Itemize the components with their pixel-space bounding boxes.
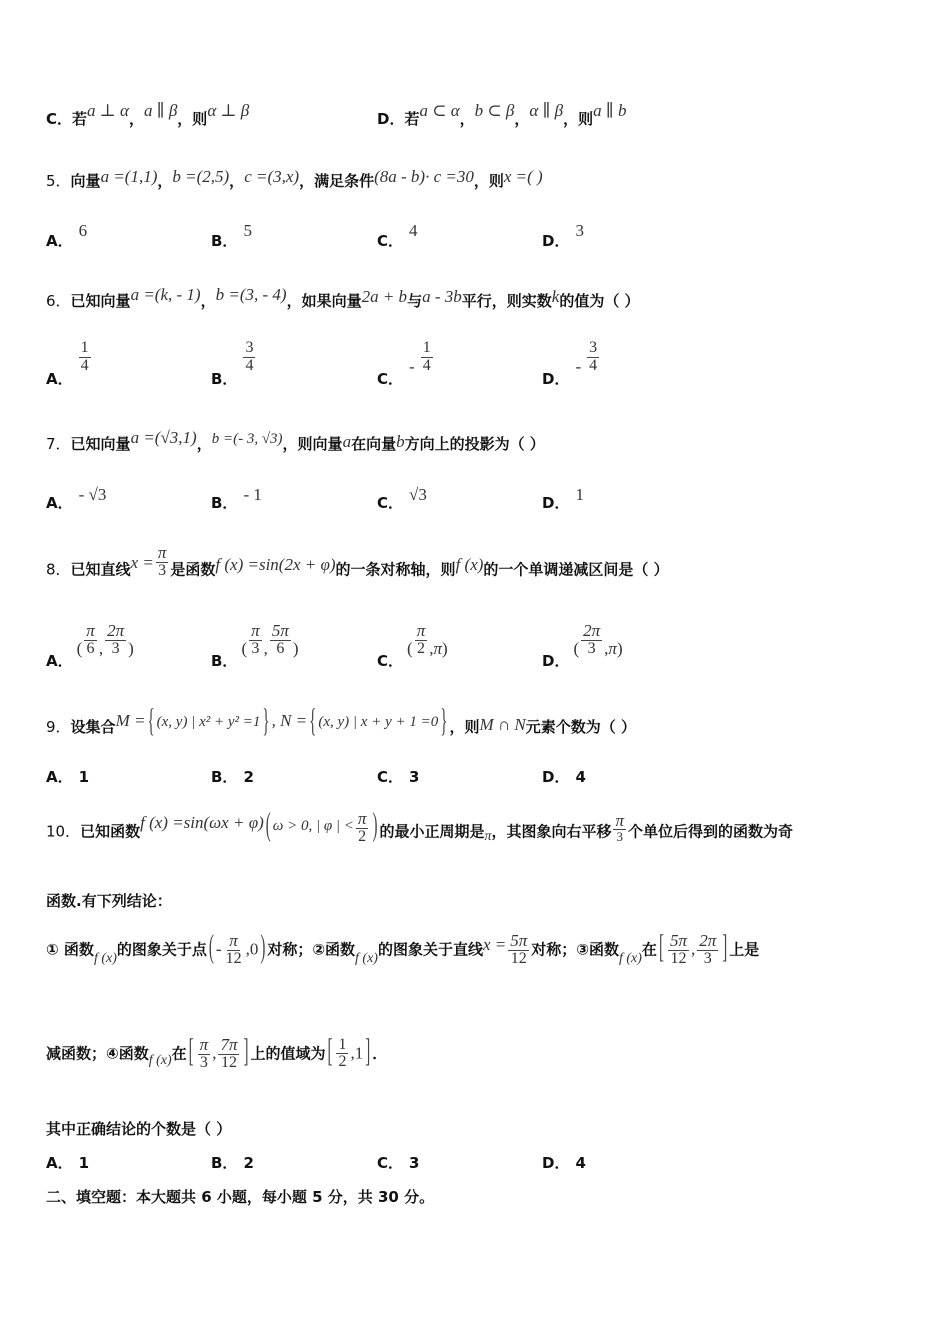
- close-paren: ): [442, 639, 448, 659]
- option-label: A．: [46, 232, 73, 250]
- frac-den: 12: [670, 949, 687, 967]
- frac-den: 3: [616, 829, 623, 845]
- frac-num: π: [229, 931, 238, 950]
- option-value: √3: [409, 485, 427, 504]
- fraction: [356, 810, 369, 846]
- frac-num: 1: [338, 1035, 347, 1053]
- question-number: 5．: [46, 172, 71, 190]
- stem-text: 已知直线: [70, 560, 131, 579]
- frac-den: 3: [587, 639, 596, 657]
- frac-den: 3: [158, 561, 167, 579]
- right-paren: ): [260, 931, 266, 967]
- option-value: - 1: [243, 485, 262, 504]
- fraction: [415, 622, 428, 658]
- left-brace: {: [309, 704, 317, 740]
- option-c: [377, 339, 435, 388]
- option-sign: -: [575, 356, 582, 376]
- option-value: 5: [243, 221, 252, 240]
- frac-den: 2: [358, 827, 367, 845]
- frac-den: 4: [422, 356, 431, 374]
- math-expr: f (x) =sin(2x + φ): [215, 555, 336, 575]
- option-label: C．: [377, 494, 404, 512]
- frac-den: 4: [589, 356, 598, 374]
- option-value: 4: [409, 221, 418, 240]
- frac-num: 3: [245, 339, 254, 356]
- frac-num: 5π: [271, 621, 289, 640]
- fraction: [508, 932, 529, 968]
- open-paren: (: [573, 639, 580, 659]
- option-label: C．: [377, 768, 404, 786]
- fraction: [270, 622, 291, 658]
- frac-den: 12: [225, 949, 242, 967]
- option-b: [211, 1152, 254, 1173]
- open-paren: (: [407, 639, 413, 659]
- math-expr: b: [396, 432, 405, 451]
- statement-text: ① 函数: [46, 940, 94, 959]
- option-label: D．: [542, 768, 570, 786]
- frac-den: 6: [276, 639, 285, 657]
- math-expr: , N =: [271, 711, 308, 730]
- math-expr: M ∩ N: [479, 715, 526, 734]
- fraction: [697, 932, 718, 968]
- stem-text: 元素个数为（ ）: [525, 718, 636, 736]
- statement-text: ．: [372, 1044, 388, 1063]
- math-expr: x =: [130, 553, 154, 573]
- option-label: A．: [46, 652, 73, 671]
- option-b: [211, 766, 254, 787]
- math-expr: f (x): [618, 951, 642, 967]
- math-expr: -: [215, 939, 222, 959]
- option-label: D．: [542, 1154, 570, 1172]
- math-expr: · c =30: [425, 167, 474, 186]
- statement-text: 上是: [729, 940, 760, 959]
- fraction: [581, 622, 602, 658]
- math-expr: b =(3, - 4): [215, 285, 287, 304]
- option-a: [46, 766, 89, 787]
- option-b: [211, 485, 262, 513]
- fraction: [613, 812, 626, 844]
- left-bracket: [: [327, 1035, 333, 1071]
- option-value: - √3: [78, 485, 107, 504]
- open-paren: (: [76, 639, 83, 659]
- option-value: 1: [78, 1154, 90, 1172]
- option-c: [377, 221, 418, 251]
- option-text: 若: [72, 110, 88, 128]
- math-expr: a ∥ b: [593, 101, 627, 120]
- option-label: D．: [542, 232, 570, 250]
- q9-stem: [46, 704, 636, 740]
- left-brace: {: [147, 704, 155, 740]
- comma: ,: [263, 639, 268, 659]
- stem-text: 平行，则实数: [461, 292, 552, 310]
- option-label: A．: [46, 494, 73, 512]
- option-value: 1: [78, 768, 90, 786]
- section-heading: 二、填空题：本大题共 6 小题，每小题 5 分，共 30 分。: [46, 1188, 435, 1206]
- frac-num: 5π: [510, 931, 528, 950]
- frac-den: 6: [86, 639, 95, 657]
- math-expr: b ⊂ β: [474, 101, 515, 120]
- statement-text: 上的值域为: [250, 1044, 326, 1063]
- math-expr: ,1: [350, 1043, 364, 1063]
- fraction: [224, 932, 244, 968]
- statement-text: 的图象关于点: [116, 940, 207, 959]
- math-expr: f (x) =sin(ωx + φ): [140, 813, 264, 833]
- right-bracket: ]: [722, 931, 728, 967]
- frac-den: 3: [703, 949, 712, 967]
- option-label: D．: [377, 110, 405, 128]
- fraction: [79, 340, 91, 375]
- math-expr: x =: [482, 935, 507, 955]
- option-label: B．: [211, 768, 238, 786]
- math-expr: a ⊥ α: [87, 101, 129, 120]
- interval-end: π: [433, 639, 442, 659]
- frac-den: 4: [245, 356, 254, 374]
- left-paren: (: [208, 931, 214, 967]
- q8-stem: [46, 543, 669, 588]
- close-paren: ): [292, 639, 299, 659]
- frac-num: 2π: [107, 621, 125, 640]
- fraction: [243, 340, 255, 375]
- option-d: [542, 221, 584, 251]
- q4-option-d: D．若a ⊂ α，b ⊂ β，α ∥ β，则a ∥ b: [377, 101, 627, 128]
- q7-stem: 7．已知向量a =(√3,1)，b =(- 3, √3)，则向量a在向量b方向上的投影为（ ）: [46, 428, 545, 453]
- option-label: C．: [377, 1154, 404, 1172]
- option-label: A．: [46, 369, 73, 388]
- math-expr: a ⊂ α: [419, 101, 460, 120]
- math-expr: k: [551, 287, 560, 306]
- frac-num: 3: [589, 339, 598, 356]
- option-value: 3: [409, 1154, 420, 1172]
- option-sign: -: [409, 356, 415, 376]
- open-paren: (: [241, 639, 248, 659]
- option-b: [211, 621, 299, 671]
- question-number: 10．: [46, 822, 81, 841]
- right-brace: }: [262, 704, 270, 740]
- math-expr: f (x): [93, 951, 117, 967]
- fraction: [421, 340, 433, 375]
- stem-text: 已知向量: [70, 292, 131, 310]
- stem-text: 设集合: [70, 718, 116, 736]
- q10-statements-2: 减函数；④函数f (x)在 [ $\frac{\pi}{3}$ , $\frac{7\pi}{12}$ ] 上的值域为 [ $\frac{1}{2}$ ,1 ] ．: [46, 1035, 388, 1071]
- math-expr: a ∥ β: [143, 101, 178, 120]
- stem-text: ，满足条件: [299, 172, 375, 190]
- stem-text: ，其图象向右平移: [491, 822, 612, 841]
- math-expr: b =(2,5): [172, 167, 230, 186]
- option-label: B．: [211, 652, 238, 671]
- option-label: B．: [211, 232, 238, 250]
- q4-option-c: C．若a ⊥ α，a ∥ β，则α ⊥ β: [46, 101, 250, 128]
- option-label: A．: [46, 1154, 73, 1172]
- comma: ,: [604, 639, 609, 659]
- right-paren: ): [372, 809, 378, 845]
- stem-text: 已知函数: [80, 822, 141, 841]
- stem-text: 方向上的投影为（ ）: [404, 435, 545, 453]
- option-value: 1: [575, 485, 584, 504]
- option-value: 3: [409, 768, 420, 786]
- math-expr: π: [484, 829, 492, 845]
- option-label: B．: [211, 494, 238, 512]
- q10-ask: 其中正确结论的个数是（ ）: [46, 1120, 232, 1138]
- frac-num: π: [86, 621, 95, 640]
- stem-text: 在向量: [351, 435, 397, 453]
- math-expr: a =(1,1): [100, 167, 158, 186]
- option-label: B．: [211, 1154, 238, 1172]
- math-expr: a =(√3,1): [130, 428, 197, 447]
- fraction: [587, 340, 599, 375]
- fraction: [668, 932, 689, 968]
- stem-text: ，则: [473, 172, 504, 190]
- option-c: [377, 621, 448, 671]
- statement-text: 对称；②函数: [267, 940, 356, 959]
- option-label: C．: [377, 652, 404, 671]
- frac-den: 12: [220, 1053, 237, 1071]
- question-number: 9．: [46, 718, 71, 736]
- stem-text: ，如果向量: [286, 292, 362, 310]
- math-expr: ω > 0, | φ | <: [272, 818, 354, 835]
- math-expr: ,0: [245, 939, 259, 959]
- math-expr: α ⊥ β: [207, 101, 250, 120]
- math-expr: (x, y) | x + y + 1 =0: [318, 714, 439, 730]
- stem-text: 向量: [70, 172, 101, 190]
- math-expr: (8a - b): [374, 167, 426, 186]
- frac-num: π: [416, 621, 426, 640]
- math-expr: a - 3b: [422, 287, 462, 306]
- statement-text: 在: [641, 940, 657, 959]
- stem-text: 的值为（ ）: [559, 292, 640, 310]
- frac-num: π: [357, 809, 367, 828]
- left-bracket: [: [658, 931, 664, 967]
- option-d: [542, 621, 623, 671]
- option-a: [46, 1152, 89, 1173]
- option-d: [542, 485, 584, 513]
- frac-den: 3: [251, 639, 260, 657]
- option-text: ，则: [177, 110, 208, 128]
- option-value: 3: [575, 221, 584, 240]
- q10-stem: [46, 809, 794, 850]
- right-bracket: ]: [243, 1035, 249, 1071]
- math-expr: 2a + b: [361, 287, 408, 306]
- fraction: [336, 1037, 348, 1072]
- frac-den: 3: [199, 1053, 208, 1071]
- frac-den: 3: [111, 639, 120, 657]
- stem-text: 与: [407, 292, 423, 310]
- math-expr: f (x): [355, 951, 378, 967]
- frac-num: 1: [422, 339, 431, 356]
- option-text: ，则: [563, 110, 594, 128]
- frac-den: 2: [416, 639, 425, 657]
- statement-text: 在: [171, 1044, 187, 1063]
- option-value: 2: [243, 1154, 254, 1172]
- fraction: [84, 622, 97, 658]
- option-value: 2: [243, 768, 254, 786]
- frac-num: 2π: [583, 621, 601, 640]
- frac-num: 7π: [220, 1035, 238, 1054]
- option-c: [377, 1152, 419, 1173]
- stem-text: 是函数: [170, 560, 216, 579]
- stem-text: 已知向量: [70, 435, 131, 453]
- q10-stem-cont: 函数.有下列结论：: [46, 892, 172, 910]
- option-value: 4: [575, 1154, 586, 1172]
- left-bracket: [: [188, 1035, 194, 1071]
- option-label: B．: [211, 369, 238, 388]
- option-label: D．: [542, 369, 570, 388]
- option-a: [46, 339, 93, 388]
- frac-den: 2: [338, 1053, 347, 1071]
- frac-num: π: [251, 621, 260, 640]
- close-paren: ): [616, 639, 623, 659]
- math-expr: M =: [115, 711, 146, 730]
- option-label: C．: [377, 369, 404, 388]
- option-label: D．: [542, 494, 570, 512]
- option-label: C．: [46, 110, 73, 128]
- frac-num: 5π: [669, 931, 687, 950]
- statement-text: 减函数；④函数: [46, 1044, 149, 1063]
- option-a: [46, 485, 107, 513]
- option-value: 6: [78, 221, 88, 240]
- stem-text: 的一条对称轴，则: [335, 560, 456, 579]
- option-a: [46, 621, 134, 671]
- frac-num: π: [615, 810, 625, 830]
- option-value: 4: [575, 768, 586, 786]
- math-expr: f (x): [148, 1053, 172, 1069]
- question-number: 8．: [46, 560, 71, 579]
- comma: ,: [98, 639, 104, 659]
- q10-statements-1: ① 函数f (x)的图象关于点 ( - $\frac{\pi}{12}$ ,0 ) 对称；②函数f (x)的图象关于直线x = $\frac{5\pi}{12}$ 对称；③函数f (x)在 [ $\frac{5\pi}{12}$ , $\frac{2\pi}{3}$ ] 上是: [46, 931, 760, 967]
- comma: ,: [429, 639, 434, 659]
- option-b: [211, 339, 257, 388]
- frac-num: 1: [80, 339, 89, 356]
- frac-num: 2π: [699, 931, 717, 950]
- frac-num: π: [157, 543, 167, 562]
- option-label: C．: [377, 232, 404, 250]
- fraction: [249, 622, 262, 658]
- stem-text: 的一个单调递减区间是（ ）: [483, 560, 669, 579]
- statement-text: 对称；③函数: [531, 940, 619, 959]
- right-brace: }: [440, 704, 448, 740]
- math-expr: x =( ): [503, 167, 543, 186]
- right-bracket: ]: [365, 1035, 371, 1071]
- interval-end: π: [608, 639, 617, 659]
- fraction: [198, 1036, 211, 1072]
- q6-stem: 6．已知向量a =(k, - 1)，b =(3, - 4)，如果向量2a + b与a - 3b平行，则实数k的值为（ ）: [46, 285, 640, 310]
- q5-stem: 5．向量a =(1,1)，b =(2,5)，c =(3,x)，满足条件(8a - b)· c =30，则x =( ): [46, 167, 543, 190]
- question-number: 7．: [46, 435, 71, 453]
- option-d: [542, 339, 601, 388]
- option-a: [46, 221, 88, 251]
- statement-text: 的图象关于直线: [377, 940, 483, 959]
- option-text: 若: [404, 110, 420, 128]
- left-paren: (: [265, 809, 271, 845]
- stem-text: 的最小正周期是: [379, 822, 485, 841]
- option-b: [211, 221, 252, 251]
- question-number: 6．: [46, 292, 71, 310]
- math-expr: α ∥ β: [529, 101, 564, 120]
- stem-text: 个单位后得到的函数为奇: [628, 822, 794, 841]
- math-expr: c =(3,x): [244, 167, 300, 186]
- math-expr: b =(- 3, √3): [211, 431, 283, 447]
- close-paren: ): [128, 639, 134, 659]
- frac-den: 4: [80, 356, 89, 374]
- fraction: [156, 544, 169, 580]
- option-d: [542, 1152, 586, 1173]
- fraction: [218, 1036, 239, 1072]
- fraction: [105, 622, 126, 658]
- option-c: [377, 485, 427, 513]
- option-label: A．: [46, 768, 73, 786]
- math-expr: f (x): [455, 555, 484, 575]
- frac-den: 12: [510, 949, 527, 967]
- math-expr: a =(k, - 1): [130, 285, 201, 304]
- option-label: D．: [542, 652, 570, 671]
- stem-text: ，则向量: [282, 435, 343, 453]
- math-expr: a: [342, 432, 352, 451]
- option-d: [542, 766, 586, 787]
- frac-num: π: [199, 1035, 209, 1054]
- math-expr: (x, y) | x² + y² =1: [156, 714, 261, 730]
- stem-text: ，则: [449, 718, 480, 736]
- option-c: [377, 766, 419, 787]
